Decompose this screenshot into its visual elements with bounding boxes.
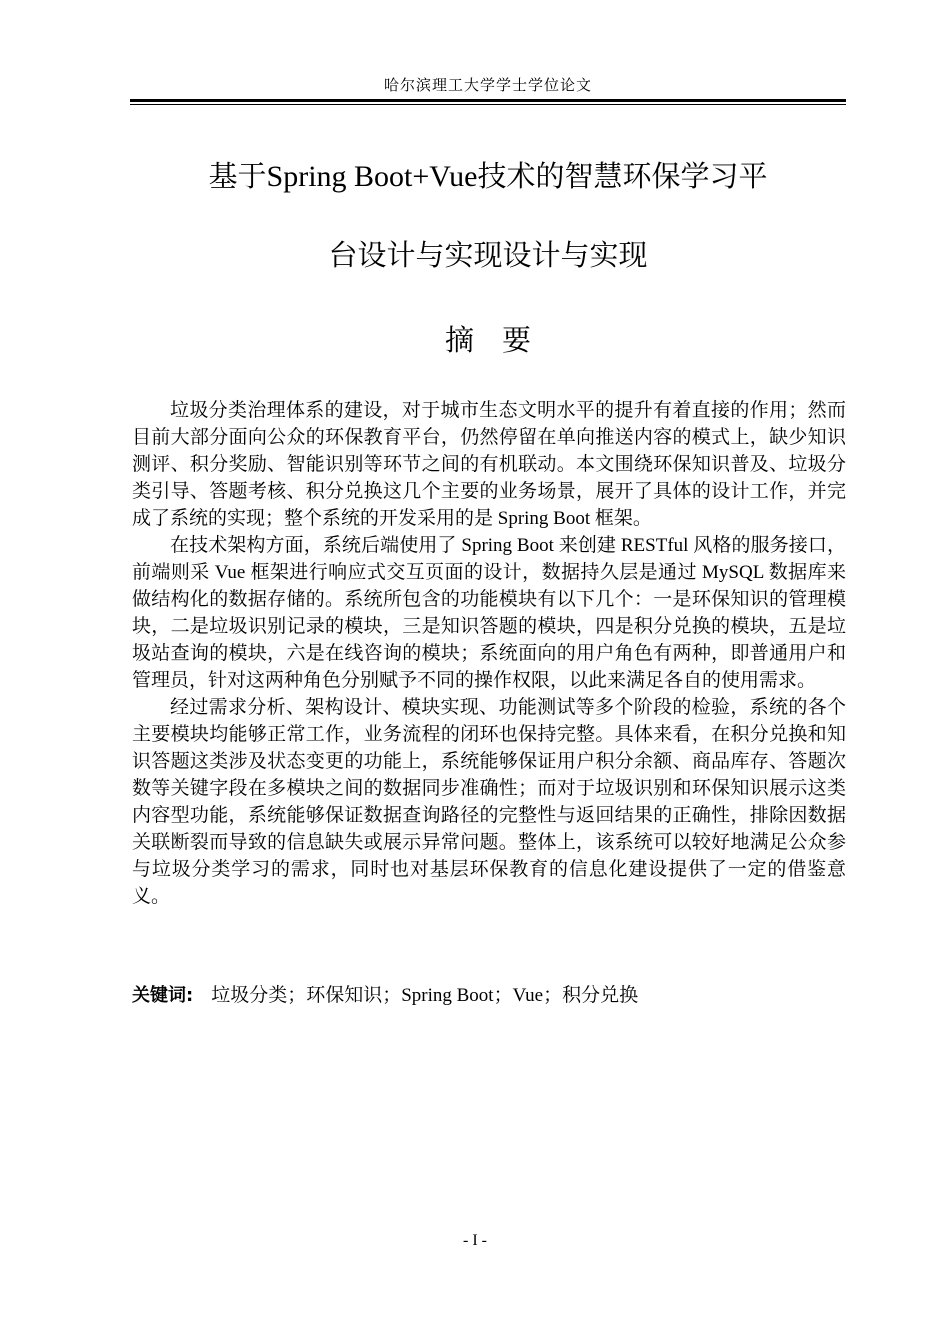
- abstract-paragraph: 在技术架构方面，系统后端使用了 Spring Boot 来创建 RESTful 风格的服务接口，前端则采 Vue 框架进行响应式交互页面的设计，数据持久层是通过 MySQL 数据库来做结构化的数据存储的。系统所包含的功能模块有以下几个：一是环保知识的管理模块，二是垃圾识别记录的模块，三是知识答题的模块，四是积分兑换的模块，五是垃圾站查询的模块，六是在线咨询的模块；系统面向的用户角色有两种，即普通用户和管理员，针对这两种角色分别赋予不同的操作权限，以此来满足各自的使用需求。: [132, 535, 846, 691]
- abstract-paragraph: 经过需求分析、架构设计、模块实现、功能测试等多个阶段的检验，系统的各个主要模块均能够正常工作，业务流程的闭环也保持完整。具体来看，在积分兑换和知识答题这类涉及状态变更的功能上，系统能够保证用户积分余额、商品库存、答题次数等关键字段在多模块之间的数据同步准确性；而对于垃圾识别和环保知识展示这类内容型功能，系统能够保证数据查询路径的完整性与返回结果的正确性，排除因数据关联断裂而导致的信息缺失或展示异常问题。整体上，该系统可以较好地满足公众参与垃圾分类学习的需求，同时也对基层环保教育的信息化建设提供了一定的借鉴意义。: [132, 697, 846, 907]
- keywords-value: 垃圾分类；环保知识；Spring Boot；Vue；积分兑换: [211, 985, 639, 1006]
- title-prefix: 基于: [208, 159, 267, 193]
- title-latin: Spring Boot+Vue: [266, 160, 478, 193]
- thesis-title-line-2: 台设计与实现设计与实现: [328, 238, 648, 272]
- page-header: 哈尔滨理工大学学士学位论文: [383, 78, 592, 94]
- page-number: - I -: [463, 1232, 487, 1249]
- keywords-line: [132, 982, 638, 1009]
- header-rule-thick: [130, 99, 846, 102]
- abstract-body: [132, 397, 846, 910]
- thesis-title-line-1: [130, 158, 846, 195]
- abstract-heading: 摘要: [444, 323, 559, 357]
- header-rule-thin: [130, 104, 846, 105]
- abstract-paragraph: 垃圾分类治理体系的建设，对于城市生态文明水平的提升有着直接的作用；然而目前大部分面向公众的环保教育平台，仍然停留在单向推送内容的模式上，缺少知识测评、积分奖励、智能识别等环节之间的有机联动。本文围绕环保知识普及、垃圾分类引导、答题考核、积分兑换这几个主要的业务场景，展开了具体的设计工作，并完成了系统的实现；整个系统的开发采用的是 Spring Boot 框架。: [132, 400, 846, 529]
- title-suffix: 技术的智慧环保学习平: [477, 159, 768, 193]
- keywords-label: 关键词:: [132, 985, 194, 1006]
